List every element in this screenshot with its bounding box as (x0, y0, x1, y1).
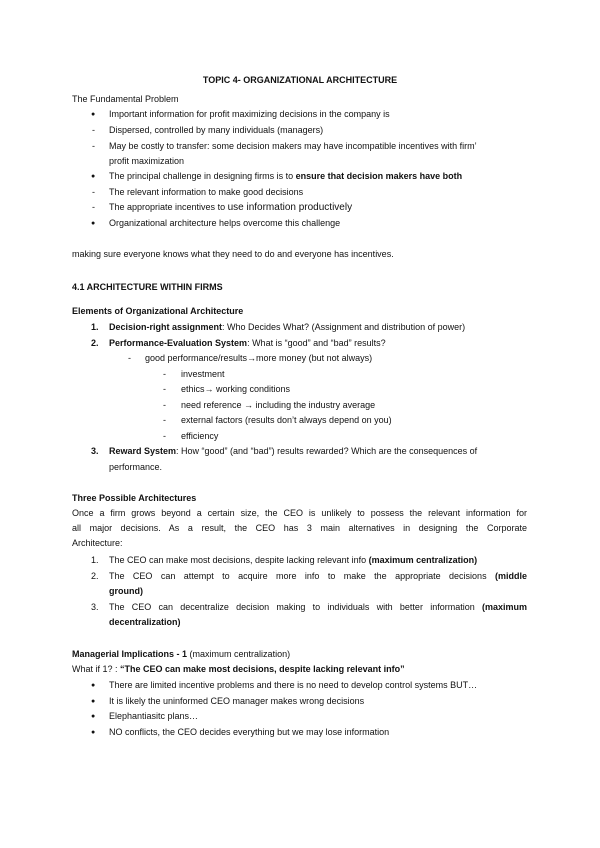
bullet-icon: ● (91, 682, 96, 689)
sub-sub-list-item: efficiency (181, 431, 219, 441)
paragraph-line: Architecture: (72, 538, 123, 548)
list-item-emphasis: use information productively (227, 202, 353, 213)
list-item-text: The CEO can attempt to acquire more info to make the appropriate decisions (109, 571, 495, 581)
list-item-continuation: decentralization) (109, 617, 181, 627)
paragraph-line: all major decisions. As a result, the CEO has 3 main alternatives in designing the Corporate (72, 523, 527, 533)
dash-icon: - (163, 415, 166, 425)
list-item (109, 570, 527, 582)
list-item (109, 170, 462, 182)
list-item-text: : Who Decides What? (Assignment and distribution of power) (222, 322, 466, 332)
paragraph-line: Once a firm grows beyond a certain size, the CEO is unlikely to possess the relevant information for (72, 508, 527, 518)
sub-list-item: good performance/results→more money (but not always) (145, 353, 373, 363)
dash-icon: - (163, 369, 166, 379)
list-item: May be costly to transfer: some decision makers may have incompatible incentives with firm’ (109, 141, 477, 151)
dash-icon: - (163, 400, 166, 410)
list-item-label: Performance-Evaluation System (109, 338, 248, 348)
dash-icon: - (128, 353, 131, 363)
list-number: 3. (91, 446, 99, 456)
bullet-icon: ● (91, 173, 96, 180)
managerial-question (72, 663, 405, 675)
list-item-label: Reward System (109, 446, 177, 456)
list-item (109, 554, 477, 566)
list-number: 1. (91, 555, 99, 565)
bullet-icon: ● (91, 698, 96, 705)
list-item: NO conflicts, the CEO decides everything but we may lose information (109, 727, 390, 737)
sub-sub-list-item: investment (181, 369, 225, 379)
list-item-bold: (maximum centralization) (368, 555, 478, 565)
list-item-continuation: profit maximization (109, 156, 185, 166)
list-item-text: : How “good” (and “bad”) results rewarded? Which are the consequences of (176, 446, 478, 456)
list-item: The relevant information to make good decisions (109, 187, 304, 197)
three-heading: Three Possible Architectures (72, 493, 197, 503)
managerial-heading (72, 648, 290, 660)
bullet-icon: ● (91, 111, 96, 118)
list-item-text: The CEO can decentralize decision making to individuals with better information (109, 602, 482, 612)
sub-sub-list-item: need reference → including the industry average (181, 400, 376, 410)
list-item-text: The CEO can make most decisions, despite lacking relevant info (109, 555, 369, 565)
dash-icon: - (92, 202, 95, 212)
list-number: 2. (91, 571, 99, 581)
sub-sub-list-item: external factors (results don’t always depend on you) (181, 415, 392, 425)
list-item-bold: (maximum (481, 602, 527, 612)
bullet-icon: ● (91, 729, 96, 736)
elements-heading: Elements of Organizational Architecture (72, 306, 244, 316)
page-title: TOPIC 4- ORGANIZATIONAL ARCHITECTURE (202, 75, 398, 85)
list-item: There are limited incentive problems and there is no need to develop control systems BUT… (109, 680, 478, 690)
list-item-continuation: ground) (109, 586, 143, 596)
section-heading: 4.1 ARCHITECTURE WITHIN FIRMS (72, 282, 223, 292)
list-item: Elephantiasitc plans… (109, 711, 199, 721)
list-item (109, 201, 352, 214)
sub-sub-list-item: ethics→ working conditions (181, 384, 291, 394)
question-text: What if 1? : (72, 664, 121, 674)
list-item: Important information for profit maximizing decisions in the company is (109, 109, 390, 119)
dash-icon: - (92, 125, 95, 135)
bullet-icon: ● (91, 220, 96, 227)
dash-icon: - (92, 187, 95, 197)
dash-icon: - (92, 141, 95, 151)
list-number: 1. (91, 322, 99, 332)
list-item-continuation: performance. (109, 462, 163, 472)
list-item-bold: (middle (494, 571, 527, 581)
list-item-text: : What is “good” and “bad” results? (247, 338, 386, 348)
list-item-bold: ensure that decision makers have both (295, 171, 463, 181)
fundamental-heading: The Fundamental Problem (72, 94, 179, 104)
bullet-icon: ● (91, 713, 96, 720)
question-bold: “The CEO can make most decisions, despite lacking relevant info” (120, 664, 405, 674)
list-item (109, 321, 465, 333)
list-item-text: The principal challenge in designing firms is to (109, 171, 296, 181)
list-item (109, 337, 386, 349)
managerial-heading-bold: Managerial Implications - 1 (72, 649, 190, 659)
list-number: 3. (91, 602, 99, 612)
list-number: 2. (91, 338, 99, 348)
list-item (109, 601, 527, 613)
list-item-label: Decision-right assignment (109, 322, 223, 332)
managerial-heading-rest: (maximum centralization) (189, 649, 291, 659)
list-item: Dispersed, controlled by many individuals (managers) (109, 125, 324, 135)
list-item: Organizational architecture helps overcome this challenge (109, 218, 341, 228)
list-item-text: The appropriate incentives to (109, 202, 228, 212)
dash-icon: - (163, 431, 166, 441)
list-item (109, 445, 477, 457)
list-item: It is likely the uninformed CEO manager makes wrong decisions (109, 696, 365, 706)
summary-text: making sure everyone knows what they need to do and everyone has incentives. (72, 249, 394, 259)
dash-icon: - (163, 384, 166, 394)
